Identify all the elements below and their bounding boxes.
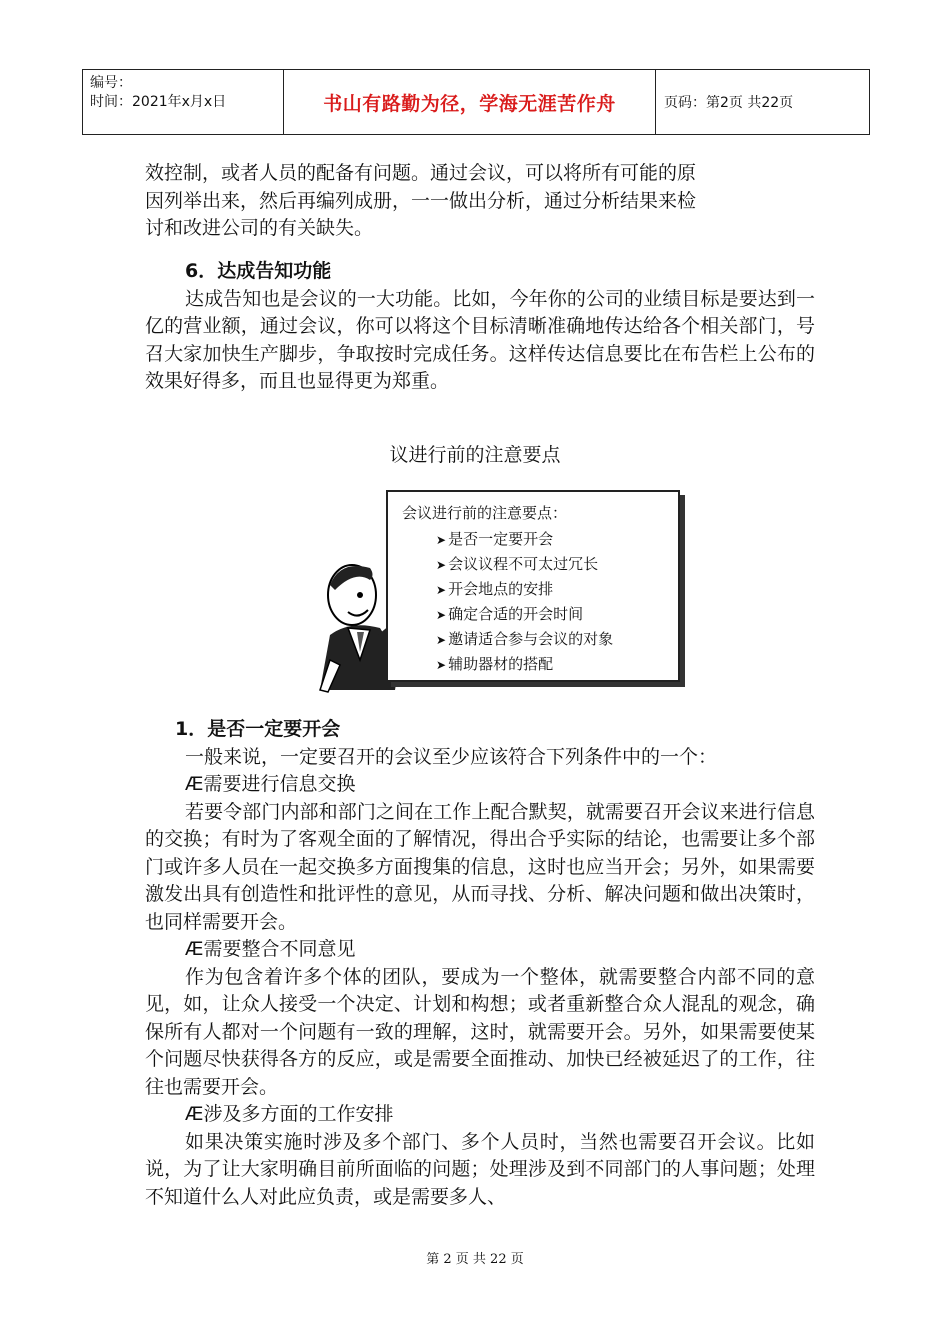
text-line: 效控制，或者人员的配备有问题。通过会议，可以将所有可能的原 — [145, 162, 697, 184]
board-item — [436, 628, 613, 649]
paragraph: 达成告知也是会议的一大功能。比如，今年你的公司的业绩目标是要达到一亿的营业额，通过会议，你可以将这个目标清晰准确地传达给各个相关部门，号召大家加快生产脚步，争取按时完成任务。这样传达信息要比在布告栏上公布的效果好得多，而且也显得更为郑重。 — [145, 287, 815, 392]
paragraph: 若要令部门内部和部门之间在工作上配合默契，就需要召开会议来进行信息的交换；有时为了客观全面的了解情况，得出合乎实际的结论，也需要让多个部门或许多人员在一起交换多方面搜集的信息，这时也应当开会；另外，如果需要激发出具有创造性和批评性的意见，从而寻找、分析、解决问题和做出决策时，也同样需要开会。 — [145, 800, 815, 933]
board-item — [436, 553, 598, 574]
bullet-icon: Æ — [185, 938, 204, 960]
bullet-icon: Æ — [185, 773, 204, 795]
board-item-label: 邀请适合参与会议的对象 — [448, 630, 614, 648]
condition-title-text: 需要进行信息交换 — [203, 773, 356, 795]
section-heading: 1．是否一定要开会 — [175, 718, 341, 740]
board-title: 会议进行前的注意要点： — [402, 504, 568, 522]
section-heading: 6．达成告知功能 — [185, 260, 332, 282]
arrow-icon: ➤ — [436, 583, 447, 597]
header-motto: 书山有路勤为径，学海无涯苦作舟 — [284, 70, 656, 134]
document-date: 时间：2021年x月x日 — [90, 94, 227, 110]
paragraph: 如果决策实施时涉及多个部门、多个人员时，当然也需要召开会议。比如说，为了让大家明确目前所面临的问题；处理涉及到不同部门的人事问题；处理不知道什么人对此应负责，或是需要多人、 — [145, 1130, 815, 1208]
arrow-icon: ➤ — [436, 608, 447, 622]
header-page-number: 页码：第2页 共22页 — [664, 95, 794, 111]
section-6 — [145, 258, 815, 396]
text-line: 讨和改进公司的有关缺失。 — [145, 217, 374, 239]
condition-title — [145, 1101, 815, 1129]
paragraph: 作为包含着许多个体的团队，要成为一个整体，就需要整合内部不同的意见，如，让众人接受一个决定、计划和构想；或者重新整合众人混乱的观念，确保所有人都对一个问题有一致的理解，这时，就需要开会。另外，如果需要使某个问题尽快获得各方的反应，或是需要全面推动、加快已经被延迟了的工作，往往也需要开会。 — [145, 965, 815, 1098]
board-item-label: 辅助器材的搭配 — [448, 655, 554, 673]
board-item-label: 确定合适的开会时间 — [448, 605, 584, 623]
condition-title-text: 涉及多方面的工作安排 — [203, 1103, 394, 1125]
board-item — [436, 603, 583, 624]
board-item — [436, 653, 553, 674]
text-line: 因列举出来，然后再编列成册，一一做出分析，通过分析结果来检 — [145, 189, 697, 212]
board-item — [436, 528, 553, 549]
figure-title: 议进行前的注意要点 — [389, 444, 561, 466]
arrow-icon: ➤ — [436, 633, 447, 647]
condition-title — [145, 771, 815, 799]
checklist-board — [386, 490, 680, 682]
arrow-icon: ➤ — [436, 558, 447, 572]
board-item-label: 会议议程不可太过冗长 — [448, 555, 599, 573]
page-footer: 第 2 页 共 22 页 — [426, 1252, 524, 1267]
page-header — [82, 69, 870, 135]
section-1 — [145, 716, 815, 1211]
condition-title-text: 需要整合不同意见 — [203, 938, 356, 960]
condition-title — [145, 936, 815, 964]
board-item-label: 是否一定要开会 — [448, 530, 554, 548]
board-item-label: 开会地点的安排 — [448, 580, 554, 598]
arrow-icon: ➤ — [436, 658, 447, 672]
board-item — [436, 578, 553, 599]
document-number: 编号： — [90, 75, 132, 91]
arrow-icon: ➤ — [436, 533, 447, 547]
bullet-icon: Æ — [185, 1103, 204, 1125]
paragraph: 一般来说，一定要召开的会议至少应该符合下列条件中的一个： — [185, 745, 718, 768]
header-meta — [83, 70, 284, 134]
continuation-paragraph — [145, 160, 815, 243]
